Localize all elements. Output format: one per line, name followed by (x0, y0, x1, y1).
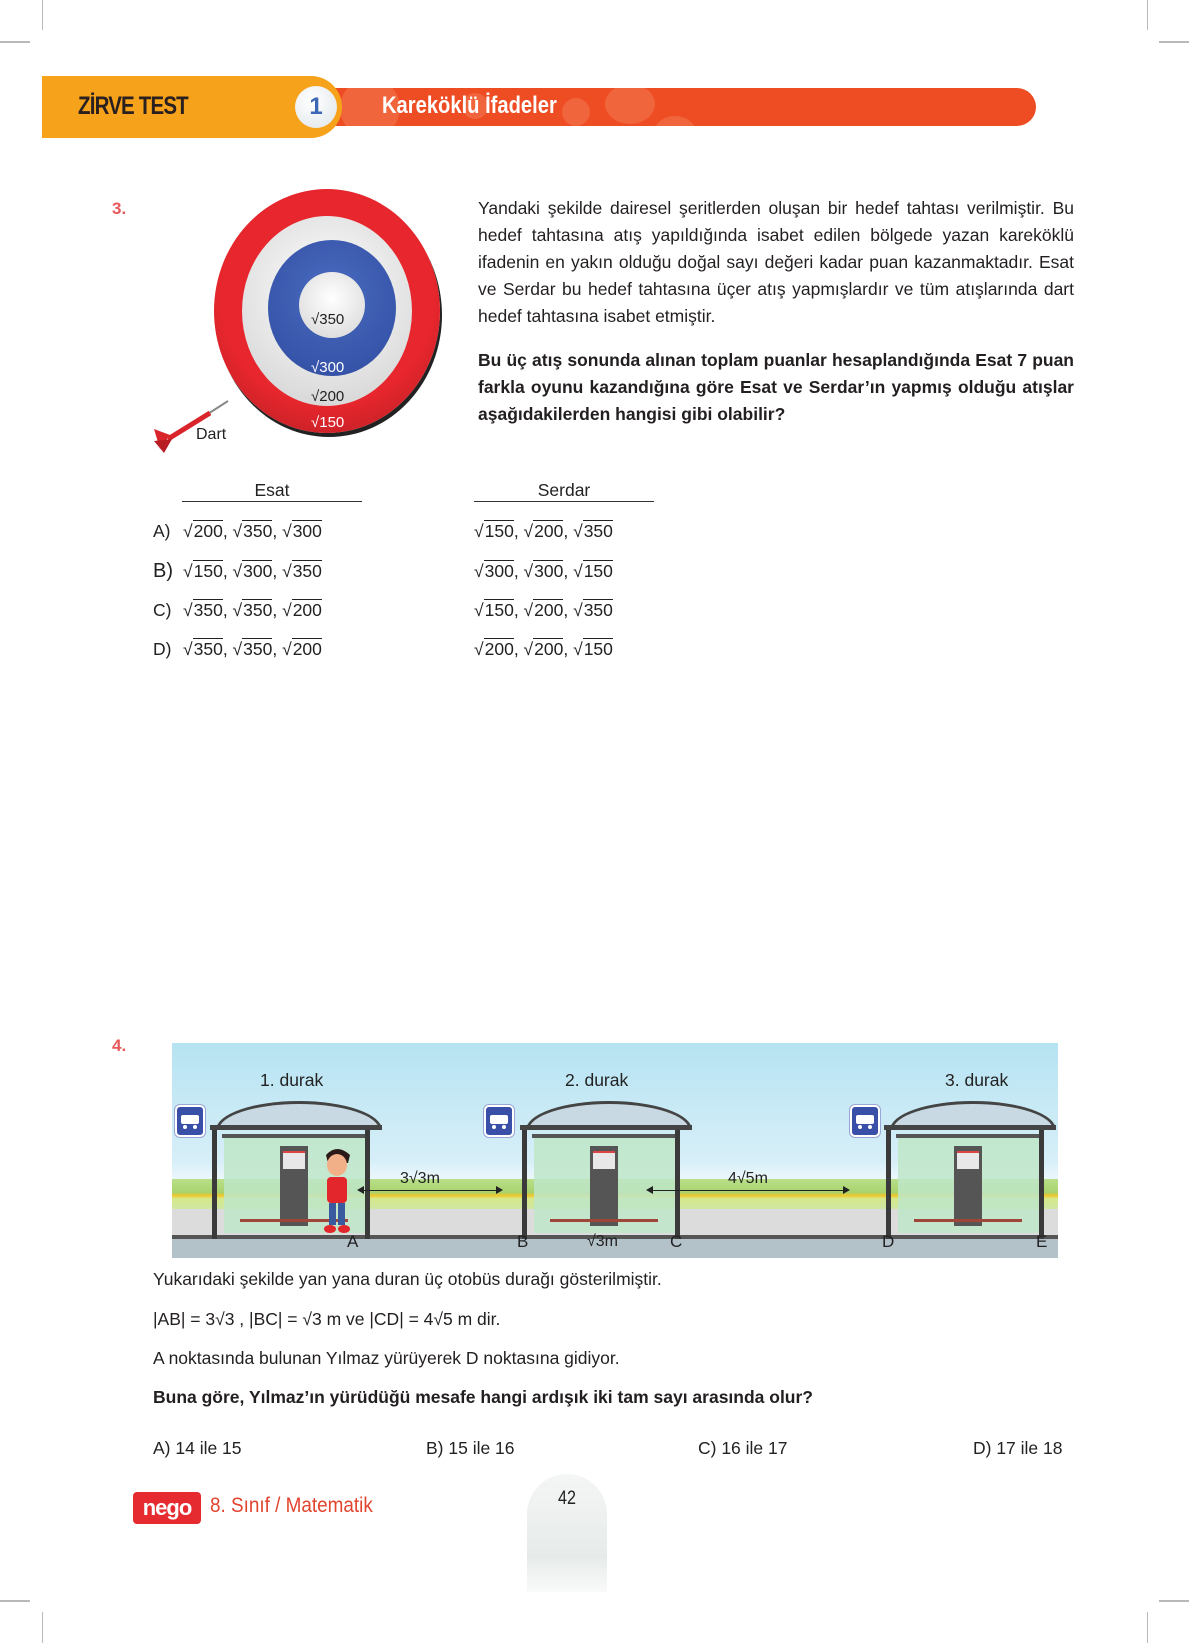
cd-dimension-arrow (648, 1190, 848, 1191)
crop-mark (1147, 1612, 1148, 1643)
bc-dimension-label: √3m (587, 1233, 619, 1250)
publisher-logo: nego (133, 1492, 201, 1524)
stop-label-2: 2. durak (565, 1070, 629, 1090)
ring-label-300: √300 (311, 359, 345, 376)
footer-subject: 8. Sınıf / Matematik (210, 1494, 373, 1517)
topic-title: Kareköklü İfadeler (382, 92, 557, 119)
column-header-serdar: Serdar (474, 480, 654, 502)
crop-mark (1159, 41, 1189, 43)
bus-sign-icon (484, 1105, 514, 1137)
ab-dimension-label: 3√3m (400, 1170, 440, 1187)
bus-stops-figure (172, 1043, 1058, 1258)
question-4-line-1: Yukarıdaki şekilde yan yana duran üç otobüs durağı gösterilmiştir. (153, 1269, 662, 1289)
bus-shelter-2 (520, 1101, 692, 1239)
crop-mark (0, 41, 30, 43)
cd-dimension-label: 4√5m (728, 1170, 768, 1187)
column-header-esat: Esat (182, 480, 362, 502)
ring-label-350: √350 (311, 311, 345, 328)
crop-mark (1147, 0, 1148, 30)
bus-sign-icon (175, 1105, 205, 1137)
answer-c[interactable]: C) 16 ile 17 (698, 1438, 788, 1458)
answer-a[interactable]: A) 14 ile 15 (153, 1438, 242, 1458)
question-3-prompt: Bu üç atış sonunda alınan toplam puanlar hesaplandığında Esat 7 puan farkla oyunu kazandığına göre Esat ve Serdar’ın yapmış olduğu atışlar aşağıdakilerden hangisi gibi olabilir? (478, 350, 1074, 424)
crop-mark (0, 1600, 30, 1602)
question-4-line-2: |AB| = 3√3 , |BC| = √3 m ve |CD| = 4√5 m dir. (153, 1309, 501, 1329)
crop-mark (1159, 1600, 1189, 1602)
bus-shelter-1 (210, 1101, 382, 1239)
series-title: ZİRVE TEST (78, 92, 188, 120)
ring-label-200: √200 (311, 388, 345, 405)
option-letter: D) (153, 639, 172, 659)
bus-sign-icon (850, 1105, 880, 1137)
question-3-text: Yandaki şekilde dairesel şeritlerden oluşan bir hedef tahtası verilmiştir. Bu hedef tahtasına atış yapıldığında isabet edilen bölgede yazan kareköklü ifadenin en yakın olduğu doğal sayı değeri kadar puan kazanmaktadır. Esat ve Serdar bu hedef tahtasına üçer atış yapmışlardır ve tüm atışlarında dart hedef tahtasına isabet etmiştir. (478, 198, 1074, 326)
answer-d[interactable]: D) 17 ile 18 (973, 1438, 1063, 1458)
test-number-badge: 1 (295, 86, 337, 128)
point-c: C (670, 1232, 683, 1251)
ring-label-150: √150 (311, 414, 345, 431)
option-letter: C) (153, 600, 172, 620)
question-4-number: 4. (112, 1036, 127, 1055)
answer-b[interactable]: B) 15 ile 16 (426, 1438, 515, 1458)
question-3-number: 3. (112, 199, 127, 218)
bus-shelter-3 (884, 1101, 1056, 1239)
stop-label-3: 3. durak (945, 1070, 1009, 1090)
point-d: D (882, 1232, 895, 1251)
page-number: 42 (558, 1488, 576, 1509)
ab-dimension-arrow (359, 1190, 501, 1191)
dart-label: Dart (196, 426, 227, 443)
point-b: B (517, 1232, 529, 1251)
crop-mark (42, 1612, 43, 1643)
point-a: A (347, 1232, 359, 1251)
walking-boy-figure (320, 1147, 354, 1235)
dartboard-bullseye (299, 272, 365, 338)
option-letter: B) (153, 560, 173, 582)
stop-label-1: 1. durak (260, 1070, 324, 1090)
crop-mark (42, 0, 43, 30)
dart-icon (152, 395, 232, 455)
option-letter: A) (153, 521, 171, 541)
question-4-line-3: A noktasında bulunan Yılmaz yürüyerek D noktasına gidiyor. (153, 1348, 620, 1368)
question-4-prompt: Buna göre, Yılmaz’ın yürüdüğü mesafe hangi ardışık iki tam sayı arasında olur? (153, 1387, 814, 1407)
point-e: E (1036, 1232, 1048, 1251)
